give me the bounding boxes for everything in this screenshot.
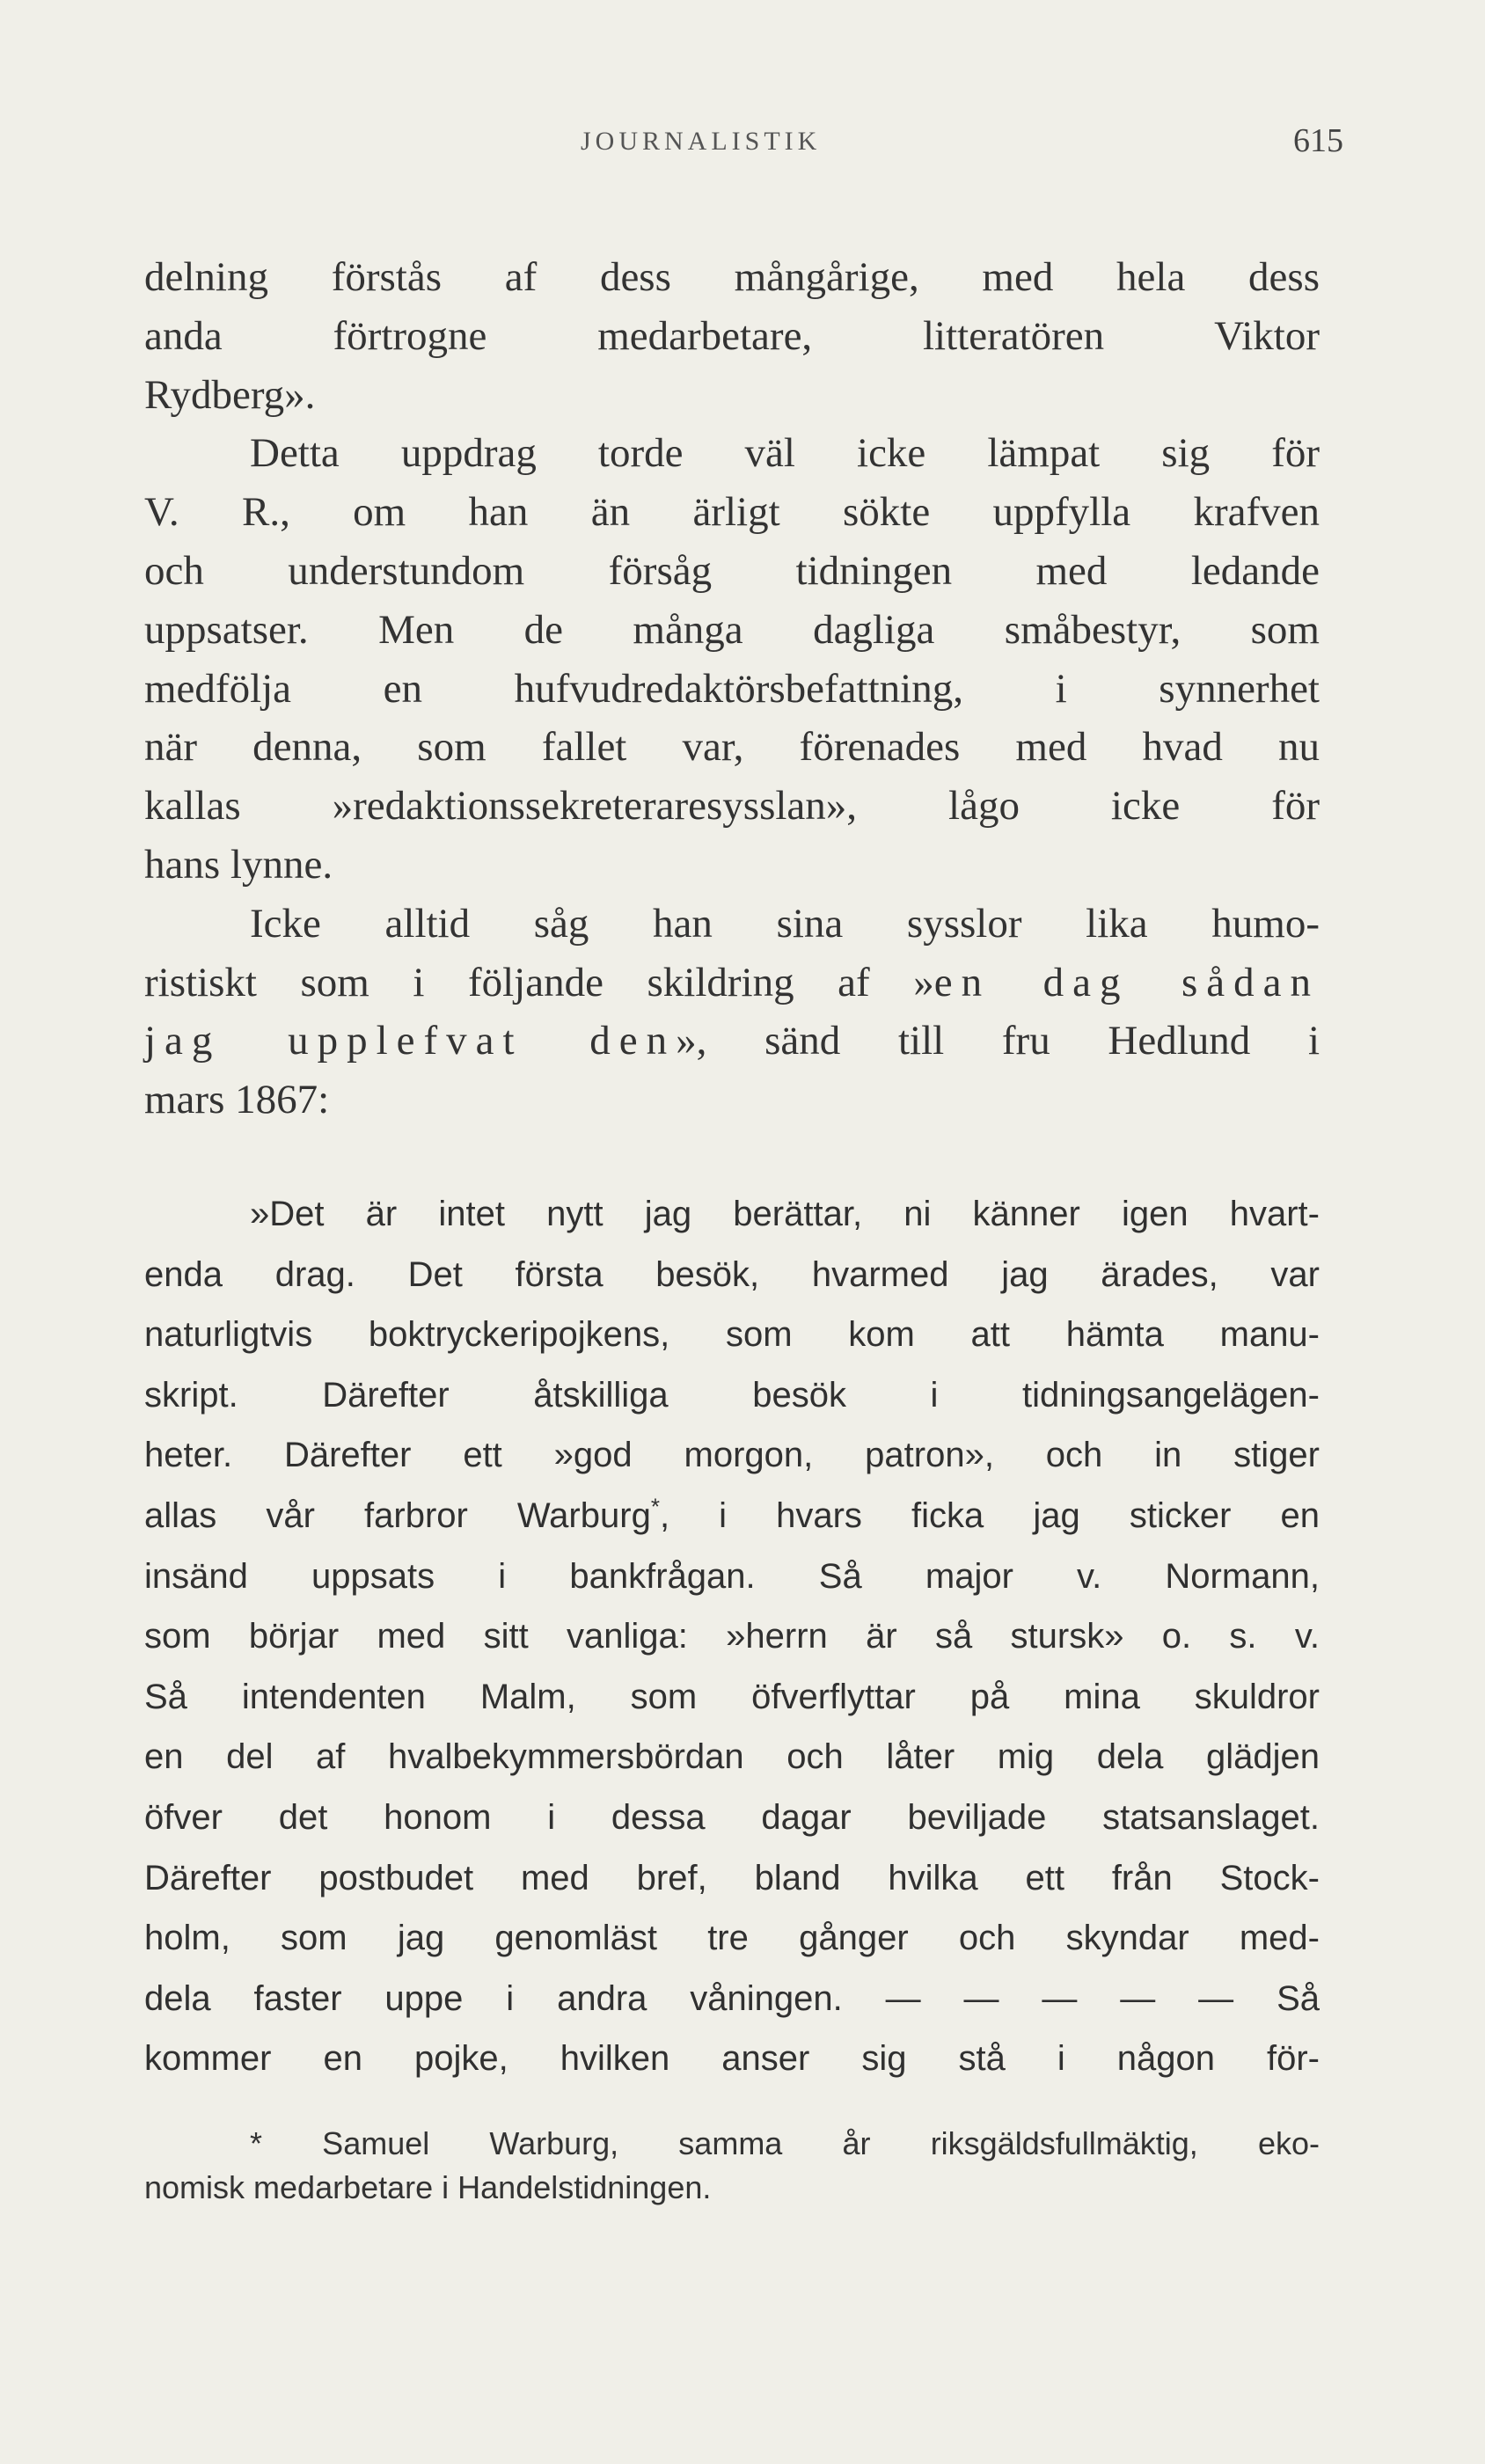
page-header [0, 120, 1485, 164]
text-line: när denna, som fallet var, förenades med hvad nu [144, 724, 1320, 771]
text-line: Rydberg». [144, 371, 316, 418]
quote-line: heter. Därefter ett »god morgon, patron», och in stiger [144, 1436, 1320, 1475]
quote-line: Därefter postbudet med bref, bland hvilka ett från Stock- [144, 1858, 1320, 1897]
text-segment: , i hvars ficka jag sticker en [659, 1495, 1320, 1535]
text-line: och understundom försåg tidningen med ledande [144, 547, 1320, 594]
quote-line: Så intendenten Malm, som öfverflyttar på mina skuldror [144, 1677, 1320, 1716]
quote-line: enda drag. Det första besök, hvarmed jag ärades, var [144, 1254, 1320, 1294]
text-line: mars 1867: [144, 1077, 330, 1123]
text-line: delning förstås af dess mångårige, med hela dess [144, 254, 1320, 300]
text-line: V. R., om han än ärligt sökte uppfylla krafven [144, 489, 1320, 536]
spaced-title: jag upplefvat den [144, 1018, 677, 1064]
text-line: hans lynne. [144, 841, 333, 888]
quote-line: öfver det honom i dessa dagar beviljade statsanslaget. [144, 1797, 1320, 1837]
quote-line: holm, som jag genomläst tre gånger och skyndar med- [144, 1919, 1320, 1958]
quote-line: kommer en pojke, hvilken anser sig stå i någon för- [144, 2039, 1320, 2079]
quote-line: skript. Därefter åtskilliga besök i tidningsangelägen- [144, 1375, 1320, 1415]
body-text [144, 248, 1320, 1130]
text-line: kallas »redaktionssekreteraresysslan», lågo icke för [144, 783, 1320, 830]
page-number: 615 [1293, 122, 1343, 159]
text-line: Detta uppdrag torde väl icke lämpat sig för [250, 430, 1320, 477]
text-segment: », sänd till fru Hedlund i [676, 1018, 1320, 1064]
text-line: uppsatser. Men de många dagliga småbestyr, som [144, 606, 1320, 653]
text-line: anda förtrogne medarbetare, litteratören Viktor [144, 312, 1320, 359]
quote-line: dela faster uppe i andra våningen. — — — — — Så [144, 1978, 1320, 2018]
quote-line: »Det är intet nytt jag berättar, ni känner igen hvart- [250, 1195, 1320, 1233]
text-line: Icke alltid såg han sina sysslor lika humo- [250, 900, 1320, 947]
text-segment: allas vår farbror Warburg [144, 1495, 651, 1535]
quote-line [144, 1486, 1320, 1546]
footnote-line: nomisk medarbetare i Handelstidningen. [144, 2169, 712, 2205]
text-line [144, 1012, 1320, 1071]
footnote [144, 2122, 1320, 2210]
text-line [144, 954, 1320, 1013]
running-head: JOURNALISTIK [581, 127, 822, 156]
text-segment: ristiskt som i följande skildring af » [144, 959, 934, 1005]
footnote-line: * Samuel Warburg, samma år riksgäldsfullmäktig, eko- [250, 2125, 1320, 2161]
quote-line: insänd uppsats i bankfrågan. Så major v. Normann, [144, 1556, 1320, 1596]
quote-line: en del af hvalbekymmersbördan och låter mig dela glädjen [144, 1737, 1320, 1777]
text-line: medfölja en hufvudredaktörsbefattning, i synnerhet [144, 665, 1320, 712]
footnote-marker: * [650, 1493, 660, 1520]
quote-line: naturligtvis boktryckeripojkens, som kom att hämta manu- [144, 1315, 1320, 1355]
quote-line: som börjar med sitt vanliga: »herrn är så stursk» o. s. v. [144, 1617, 1320, 1656]
spaced-title: en dag sådan [933, 959, 1320, 1005]
quoted-letter [144, 1184, 1320, 2089]
